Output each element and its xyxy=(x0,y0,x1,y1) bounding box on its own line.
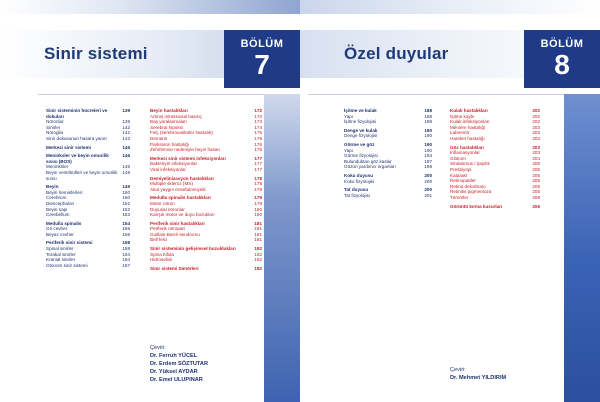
toc-page-number: 139 xyxy=(122,108,130,113)
toc-entry-title: Bakteriyel infeksiyonlar xyxy=(150,161,197,167)
toc-page-number: 174 xyxy=(254,124,262,130)
toc-page-number: 164 xyxy=(122,257,130,263)
toc-entry-title: Sinirler xyxy=(46,124,61,130)
toc-page-number: 152 xyxy=(122,200,130,206)
toc-entry-title: Görüntü kırma kusurları xyxy=(450,203,503,209)
toc-page-number: 182 xyxy=(254,265,262,271)
toc-page-number: 179 xyxy=(254,200,262,206)
toc-entry-title: Beyin hastalıkları xyxy=(150,108,188,113)
chapter-title: Özel duyular xyxy=(344,44,449,63)
toc-entry-title: Beyin sapı xyxy=(46,206,68,212)
translators-label: Çeviri: xyxy=(450,367,466,373)
toc-entry-title: Göz hastalıkları xyxy=(450,144,484,150)
toc-heading xyxy=(150,266,262,272)
toc-page-number: 206 xyxy=(532,194,540,200)
toc-heading xyxy=(450,204,540,210)
toc-entry-title: Gözün yardımcı organları xyxy=(344,164,396,170)
toc-entry-title: Demans xyxy=(150,135,168,141)
toc-page-number: 180 xyxy=(254,206,262,212)
toc-entry-title: Artmış intrakranial basınç xyxy=(150,113,202,119)
toc-page-number: 155 xyxy=(122,226,130,232)
toc-entry-title: Sinir sisteminin gelişimsel bozuklukları xyxy=(150,246,236,252)
translator-name: Dr. Erdem SÖZTUTAR xyxy=(150,361,209,367)
toc-entry-title: İnflamasyonlar xyxy=(450,150,480,156)
toc-page-number: 139 xyxy=(122,119,130,125)
toc-page-number: 190 xyxy=(424,141,432,147)
toc-page-number: 205 xyxy=(532,178,540,184)
toc-page-number: 177 xyxy=(254,161,262,167)
toc-page-number: 205 xyxy=(532,172,540,178)
toc-entry-title: Sinir sisteminin hücreleri ve dokuları xyxy=(46,108,108,119)
toc-page-number: 180 xyxy=(254,212,262,218)
toc-page-number: 205 xyxy=(532,183,540,189)
toc-entry-title: Yapı xyxy=(344,113,354,119)
toc-page-number: 198 xyxy=(424,164,432,170)
toc-entry-title: Medulla spinalis hastalıkları xyxy=(150,195,211,201)
toc-page-number: 202 xyxy=(532,108,540,113)
toc-entry-title: Beyaz cevher xyxy=(46,231,74,237)
toc-entry xyxy=(46,212,130,218)
chapter-label: BÖLÜM xyxy=(540,38,584,50)
toc-heading xyxy=(46,145,130,151)
toc-entry-title: Strabismus / şaşılık xyxy=(450,161,490,167)
toc-page-number: 176 xyxy=(254,135,262,141)
toc-page-number: 158 xyxy=(122,240,130,246)
toc-page-number: 182 xyxy=(254,246,262,252)
translator-name: Dr. Ferruh YÜCEL xyxy=(150,353,198,359)
toc-entry-title: Felç (serebrovasküler hastalık) xyxy=(150,130,213,136)
toc-entry-title: Periferik sinir hastalıkları xyxy=(150,220,205,226)
toc-page-number: 150 xyxy=(122,195,130,201)
toc-page-number: 203 xyxy=(532,150,540,156)
toc-entry-title: Koku duyusu xyxy=(344,172,374,178)
divider xyxy=(38,94,264,95)
toc-page-number: 203 xyxy=(532,124,540,130)
toc-entry xyxy=(46,263,130,269)
toc-entry-title: Glokom xyxy=(450,155,466,161)
toc-page-number: 182 xyxy=(254,257,262,263)
toc-page-number: 149 xyxy=(122,184,130,190)
toc-entry-title: Gri cevher xyxy=(46,226,68,232)
toc-entry-title: Presbiyopi xyxy=(450,166,472,172)
toc-entry-title: Tat duyusu xyxy=(344,187,369,193)
toc-entry-title: Katarakt xyxy=(450,172,468,178)
toc-page-number: 194 xyxy=(424,153,432,159)
toc-entry-title: Torakal sinirler xyxy=(46,251,76,257)
toc-page-number: 188 xyxy=(424,108,432,113)
toc-entry-title: Tümörler xyxy=(450,194,469,200)
chapter-number: 7 xyxy=(254,49,270,80)
toc-entry-title: Periferik nöropati xyxy=(150,226,185,232)
toc-page-number: 197 xyxy=(424,158,432,164)
toc-entry xyxy=(150,257,262,263)
toc-entry-title: Guillain-Barré sendromu xyxy=(150,231,200,237)
toc-page-number: 145 xyxy=(122,144,130,150)
toc-entry xyxy=(46,170,130,181)
toc-page-number: 142 xyxy=(122,124,130,130)
toc-page-number: 158 xyxy=(122,246,130,252)
toc-page-number: 190 xyxy=(424,147,432,153)
toc-entry-title: Denge fizyolojisi xyxy=(344,133,378,139)
toc-entry-title: Hareket hastalığı xyxy=(450,135,485,141)
toc-page-number: 142 xyxy=(122,130,130,136)
toc-entry-title: Periferik sinir sistemi xyxy=(46,240,93,246)
toc-entry xyxy=(344,164,432,170)
toc-entry-title: Otonom sinir sistemi xyxy=(46,262,88,268)
chapter-title: Sinir sistemi xyxy=(44,44,148,63)
toc-page-number: 205 xyxy=(532,161,540,167)
toc-page-number: 205 xyxy=(532,166,540,172)
toc-entry-title: Baş yaralanmaları xyxy=(150,119,188,125)
toc-entry-title: Retinitis pigmentoza xyxy=(450,189,492,195)
toc-entry-title: Labirentit xyxy=(450,130,469,136)
toc-page-number: 179 xyxy=(254,195,262,201)
toc-page-number: 167 xyxy=(122,262,130,268)
toc-page-number: 204 xyxy=(532,155,540,161)
toc-entry xyxy=(150,147,262,153)
translator-name: Dr. Emel ULUPINAR xyxy=(150,377,203,383)
toc-entry-title: Nöroglia xyxy=(46,130,64,136)
translator-name: Dr. Mehmet YILDIRIM xyxy=(450,375,507,381)
toc-page-number: 152 xyxy=(122,206,130,212)
side-strip xyxy=(564,94,600,402)
divider xyxy=(308,94,564,95)
toc-page-number: 156 xyxy=(122,231,130,237)
toc-entry xyxy=(344,119,432,125)
toc-entry-title: Karışık motor ve duyu bozukları xyxy=(150,212,215,218)
toc-page-number: 146 xyxy=(122,153,130,159)
toc-page-number: 177 xyxy=(254,155,262,161)
toc-page-number: 153 xyxy=(122,212,130,218)
toc-entry xyxy=(450,195,540,201)
toc-column-disorders xyxy=(450,108,540,209)
toc-page-number: 201 xyxy=(424,192,432,198)
toc-entry-title: Görme fizyolojisi xyxy=(344,153,378,159)
toc-page-number: 164 xyxy=(122,251,130,257)
top-band xyxy=(300,0,600,14)
toc-page-number: 177 xyxy=(254,166,262,172)
toc-heading xyxy=(46,108,130,119)
toc-entry xyxy=(344,133,432,139)
toc-entry xyxy=(46,136,130,142)
toc-heading xyxy=(46,153,130,164)
toc-page-number: 200 xyxy=(424,172,432,178)
toc-entry-title: Meninksler xyxy=(46,164,69,170)
toc-page-number: 181 xyxy=(254,231,262,237)
toc-entry-title: İşitme kaybı xyxy=(450,113,475,119)
toc-page-number: 188 xyxy=(424,113,432,119)
chapter-label: BÖLÜM xyxy=(240,38,284,50)
toc-entry-title: Ménière hastalığı xyxy=(450,124,486,130)
toc-entry-title: Diencephalon xyxy=(46,200,75,206)
toc-entry-title: Beyin xyxy=(46,184,59,190)
toc-entry-title: Beyin hemisferleri xyxy=(46,189,83,195)
toc-page-number: 181 xyxy=(254,226,262,232)
toc-page-number: 178 xyxy=(254,175,262,181)
toc-page-number: 202 xyxy=(532,119,540,125)
toc-entry-title: Görme ve göz xyxy=(344,141,375,147)
toc-entry-title: Kulak hastalıkları xyxy=(450,108,488,113)
toc-page-number: 154 xyxy=(122,220,130,226)
toc-entry-title: Koku fizyolojisi xyxy=(344,178,375,184)
toc-entry-title: Nöronlar xyxy=(46,119,64,125)
translators xyxy=(150,344,208,384)
toc-page-number: 172 xyxy=(254,113,262,119)
toc-page-number: 203 xyxy=(532,130,540,136)
toc-entry xyxy=(344,179,432,185)
toc-page-number: 206 xyxy=(532,203,540,209)
chapter-number: 8 xyxy=(554,49,570,80)
right-page xyxy=(300,0,600,402)
toc-entry xyxy=(150,167,262,173)
toc-entry-title: Retina dekolmanı xyxy=(450,183,486,189)
toc-entry-title: Bell felci xyxy=(150,237,168,243)
toc-entry-title: Merkezi sinir sistemi xyxy=(46,144,91,150)
toc-entry-title: Kulak infeksiyonları xyxy=(450,119,490,125)
toc-page-number: 190 xyxy=(424,133,432,139)
toc-entry-title: Sinir sistemi tümörleri xyxy=(150,265,199,271)
toc-entry-title: İşitme fizyolojisi xyxy=(344,119,376,125)
toc-column-anatomy xyxy=(46,108,130,268)
toc-entry-title: Serebral hipoksi xyxy=(150,124,183,130)
toc-entry-title: Kranial sinirler xyxy=(46,257,76,263)
toc-entry-title: Viral infeksiyonlar xyxy=(150,166,186,172)
translators xyxy=(450,366,506,382)
toc-page-number: 176 xyxy=(254,147,262,153)
toc-page-number: 178 xyxy=(254,181,262,187)
toc-page-number: 175 xyxy=(254,130,262,136)
toc-entry-title: Zehirlenme nedeniyle beyin hasarı xyxy=(150,147,221,153)
toc-entry-title: Spina bifida xyxy=(150,251,175,257)
toc-page-number: 202 xyxy=(532,113,540,119)
toc-page-number: 176 xyxy=(254,141,262,147)
toc-entry xyxy=(150,237,262,243)
toc-page-number: 143 xyxy=(122,135,130,141)
toc-entry-title: Spinal sinirler xyxy=(46,246,74,252)
toc-entry-title: Medulla spinalis xyxy=(46,220,82,226)
chapter-badge xyxy=(524,30,600,88)
toc-entry xyxy=(150,212,262,218)
toc-entry-title: Bulunduktan göz kaslar xyxy=(344,158,392,164)
toc-entry-title: Cerebellum xyxy=(46,212,70,218)
toc-page-number: 200 xyxy=(424,178,432,184)
top-band xyxy=(0,0,300,14)
toc-entry xyxy=(150,187,262,193)
toc-page-number: 181 xyxy=(254,237,262,243)
toc-page-number: 200 xyxy=(424,187,432,193)
toc-page-number: 190 xyxy=(424,127,432,133)
toc-entry xyxy=(344,193,432,199)
toc-entry-title: Hidrosefali xyxy=(150,257,172,263)
toc-entry xyxy=(450,136,540,142)
toc-page-number: 203 xyxy=(532,135,540,141)
toc-entry-title: Demiyelinizasyon hastalıkları xyxy=(150,175,214,181)
toc-column-anatomy xyxy=(344,108,432,198)
toc-page-number: 203 xyxy=(532,144,540,150)
toc-entry-title: Motor nöron xyxy=(150,200,175,206)
toc-page-number: 172 xyxy=(254,108,262,113)
toc-entry-title: Cerebrum xyxy=(46,195,67,201)
toc-entry-title: Merkezi sinir sistemi infeksiyonları xyxy=(150,155,226,161)
toc-entry-title: Duyusal nöronlar xyxy=(150,206,185,212)
toc-page-number: 182 xyxy=(254,251,262,257)
toc-entry-title: Retinopatiler xyxy=(450,178,476,184)
toc-entry-title: Beyin ventrikülleri ve beyin omurilik sıvısı xyxy=(46,169,118,181)
toc-page-number: 146 xyxy=(122,164,130,170)
toc-page-number: 150 xyxy=(122,189,130,195)
toc-entry-title: Multiple skleroz (MS) xyxy=(150,181,193,187)
toc-entry-title: Akut yaygın ensefalomiyelit xyxy=(150,186,206,192)
side-strip xyxy=(264,94,300,402)
toc-page-number: 178 xyxy=(254,186,262,192)
translator-name: Dr. Yüksel AYDAR xyxy=(150,369,198,375)
toc-entry-title: Parkinson hastalığı xyxy=(150,141,190,147)
toc-column-disorders xyxy=(150,108,262,271)
toc-entry-title: Denge ve kulak xyxy=(344,127,378,133)
chapter-badge xyxy=(224,30,300,88)
toc-page-number: 173 xyxy=(254,119,262,125)
toc-entry-title: İşitme ve kulak xyxy=(344,108,377,113)
toc-entry-title: Meninksler ve beyin omurilik sıvısı (BOS) xyxy=(46,153,109,164)
toc-entry xyxy=(46,232,130,238)
toc-page-number: 189 xyxy=(424,119,432,125)
toc-entry-title: Sinir dokusunun hasara yanıtı xyxy=(46,135,107,141)
toc-page-number: 148 xyxy=(122,169,130,175)
toc-page-number: 181 xyxy=(254,220,262,226)
translators-label: Çeviri: xyxy=(150,345,166,351)
toc-page-number: 205 xyxy=(532,189,540,195)
toc-entry-title: Yapı xyxy=(344,147,354,153)
toc-entry-title: Tat fizyolojisi xyxy=(344,192,370,198)
